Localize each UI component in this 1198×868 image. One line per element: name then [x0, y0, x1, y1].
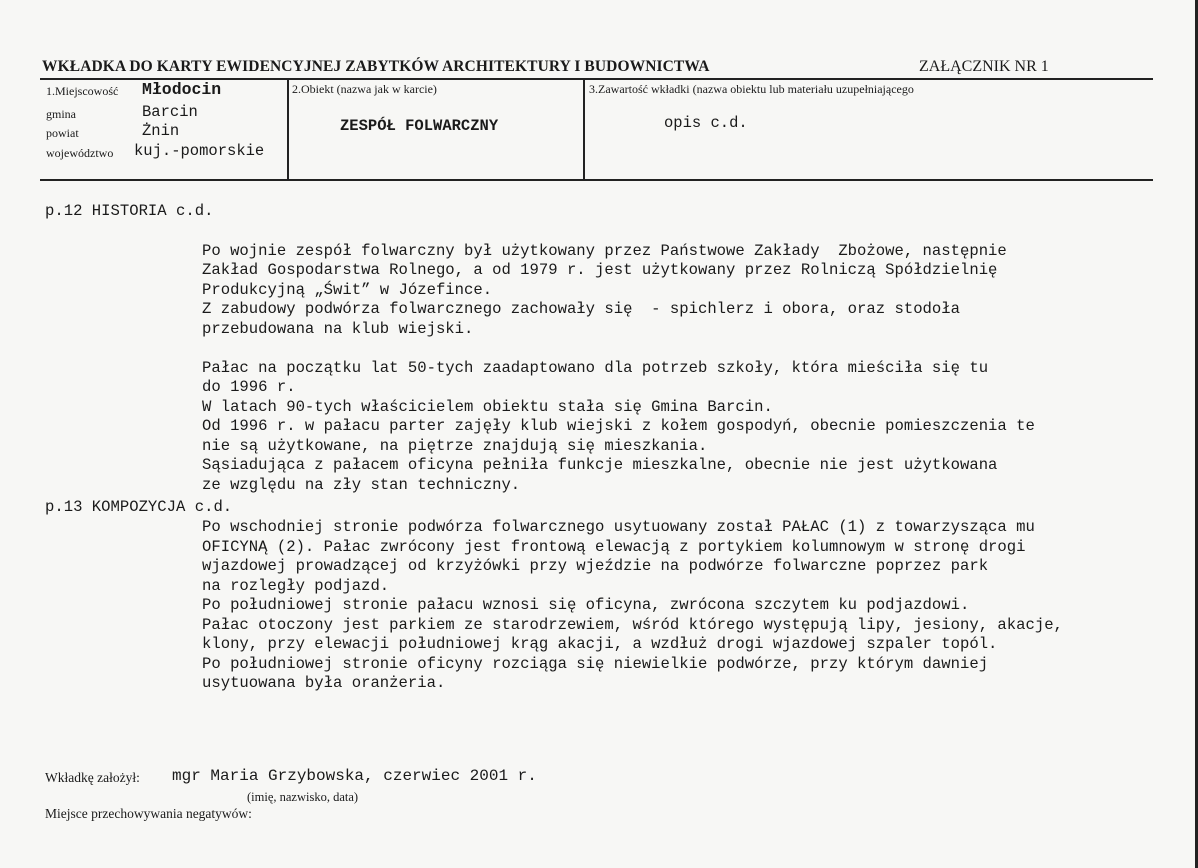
storage-label: Miejsce przechowywania negatywów: [45, 806, 252, 821]
paragraph-gap [202, 339, 1035, 359]
column-divider-1 [287, 78, 289, 180]
voivodeship-value: kuj.-pomorskie [134, 142, 265, 160]
historia-paragraph-1: Po wojnie zespół folwarczny był użytkowany przez Państwowe Zakłady Zbożowe, następnie Zakład Gospodarstwa Rolnego, a od 1979 r. jest użytkowany przez Rolniczą Spółdzielnię Produkcyjną „Świt” w Józefince. Z zabudowy podwórza folwarcznego zachowały się - spichlerz i obora, oraz stodoła przebudowana na klub wiejski. [202, 241, 1007, 338]
form-bottom-rule [40, 179, 1153, 181]
column-divider-2 [583, 78, 585, 180]
object-label: 2.Obiekt (nazwa jak w karcie) [292, 82, 437, 96]
author-value: mgr Maria Grzybowska, czerwiec 2001 r. [172, 767, 537, 785]
voivodeship-label: województwo [46, 146, 114, 160]
kompozycja-text: Po wschodniej stronie podwórza folwarcznego usytuowany został PAŁAC (1) z towarzysząca mu OFICYNĄ (2). Pałac zwrócony jest frontową elewacją z portykiem kolumnowym w stronę drogi wjazdowej prowadzącej od krzyżówki przy wjeździe na podwórze folwarczne poprzez park na rozległy podjazd. Po południowej stronie pałacu wznosi się oficyna, zwrócona szczytem ku podjazdowi. Pałac otoczony jest parkiem ze starodrzewiem, wśród którego występują lipy, jesiony, akacje, klony, przy elewacji południowej krąg akacji, a wzdłuż drogi wjazdowej szpaler topól. Po południowej stronie oficyny rozciąga się niewielkie podwórze, przy którym dawniej usytuowana była oranżeria. [202, 518, 1063, 692]
powiat-value: Żnin [142, 122, 180, 140]
annex-label: ZAŁĄCZNIK NR 1 [919, 58, 1049, 75]
object-value: ZESPÓŁ FOLWARCZNY [340, 117, 499, 135]
contents-label: 3.Zawartość wkładki (nazwa obiektu lub materiału uzupełniającego [589, 82, 914, 96]
document-title: WKŁADKA DO KARTY EWIDENCYJNEJ ZABYTKÓW ARCHITEKTURY I BUDOWNICTWA [42, 58, 710, 75]
historia-paragraph-2: Pałac na początku lat 50-tych zaadaptowano dla potrzeb szkoły, która mieściła się tu do 1996 r. W latach 90-tych właścicielem obiektu stała się Gmina Barcin. Od 1996 r. w pałacu parter zajęły klub wiejski z kołem gospodyń, obecnie pomieszczenia te nie są użytkowane, na piętrze znajdują się mieszkania. Sąsiadująca z pałacem oficyna pełniła funkcje mieszkalne, obecnie nie jest użytkowana ze względu na zły stan techniczny. [202, 358, 1035, 494]
powiat-label: powiat [46, 126, 79, 140]
section-heading-kompozycja: p.13 KOMPOZYCJA c.d. [45, 498, 233, 516]
gmina-label: gmina [46, 107, 76, 121]
author-hint: (imię, nazwisko, data) [247, 790, 359, 804]
place-value: Młodocin [142, 80, 222, 99]
gmina-value: Barcin [142, 103, 198, 121]
place-label: 1.Miejscowość [46, 84, 119, 98]
author-label: Wkładkę założył: [45, 770, 140, 785]
section-heading-historia: p.12 HISTORIA c.d. [45, 202, 214, 220]
contents-value: opis c.d. [664, 114, 748, 132]
historia-text [202, 222, 1035, 515]
